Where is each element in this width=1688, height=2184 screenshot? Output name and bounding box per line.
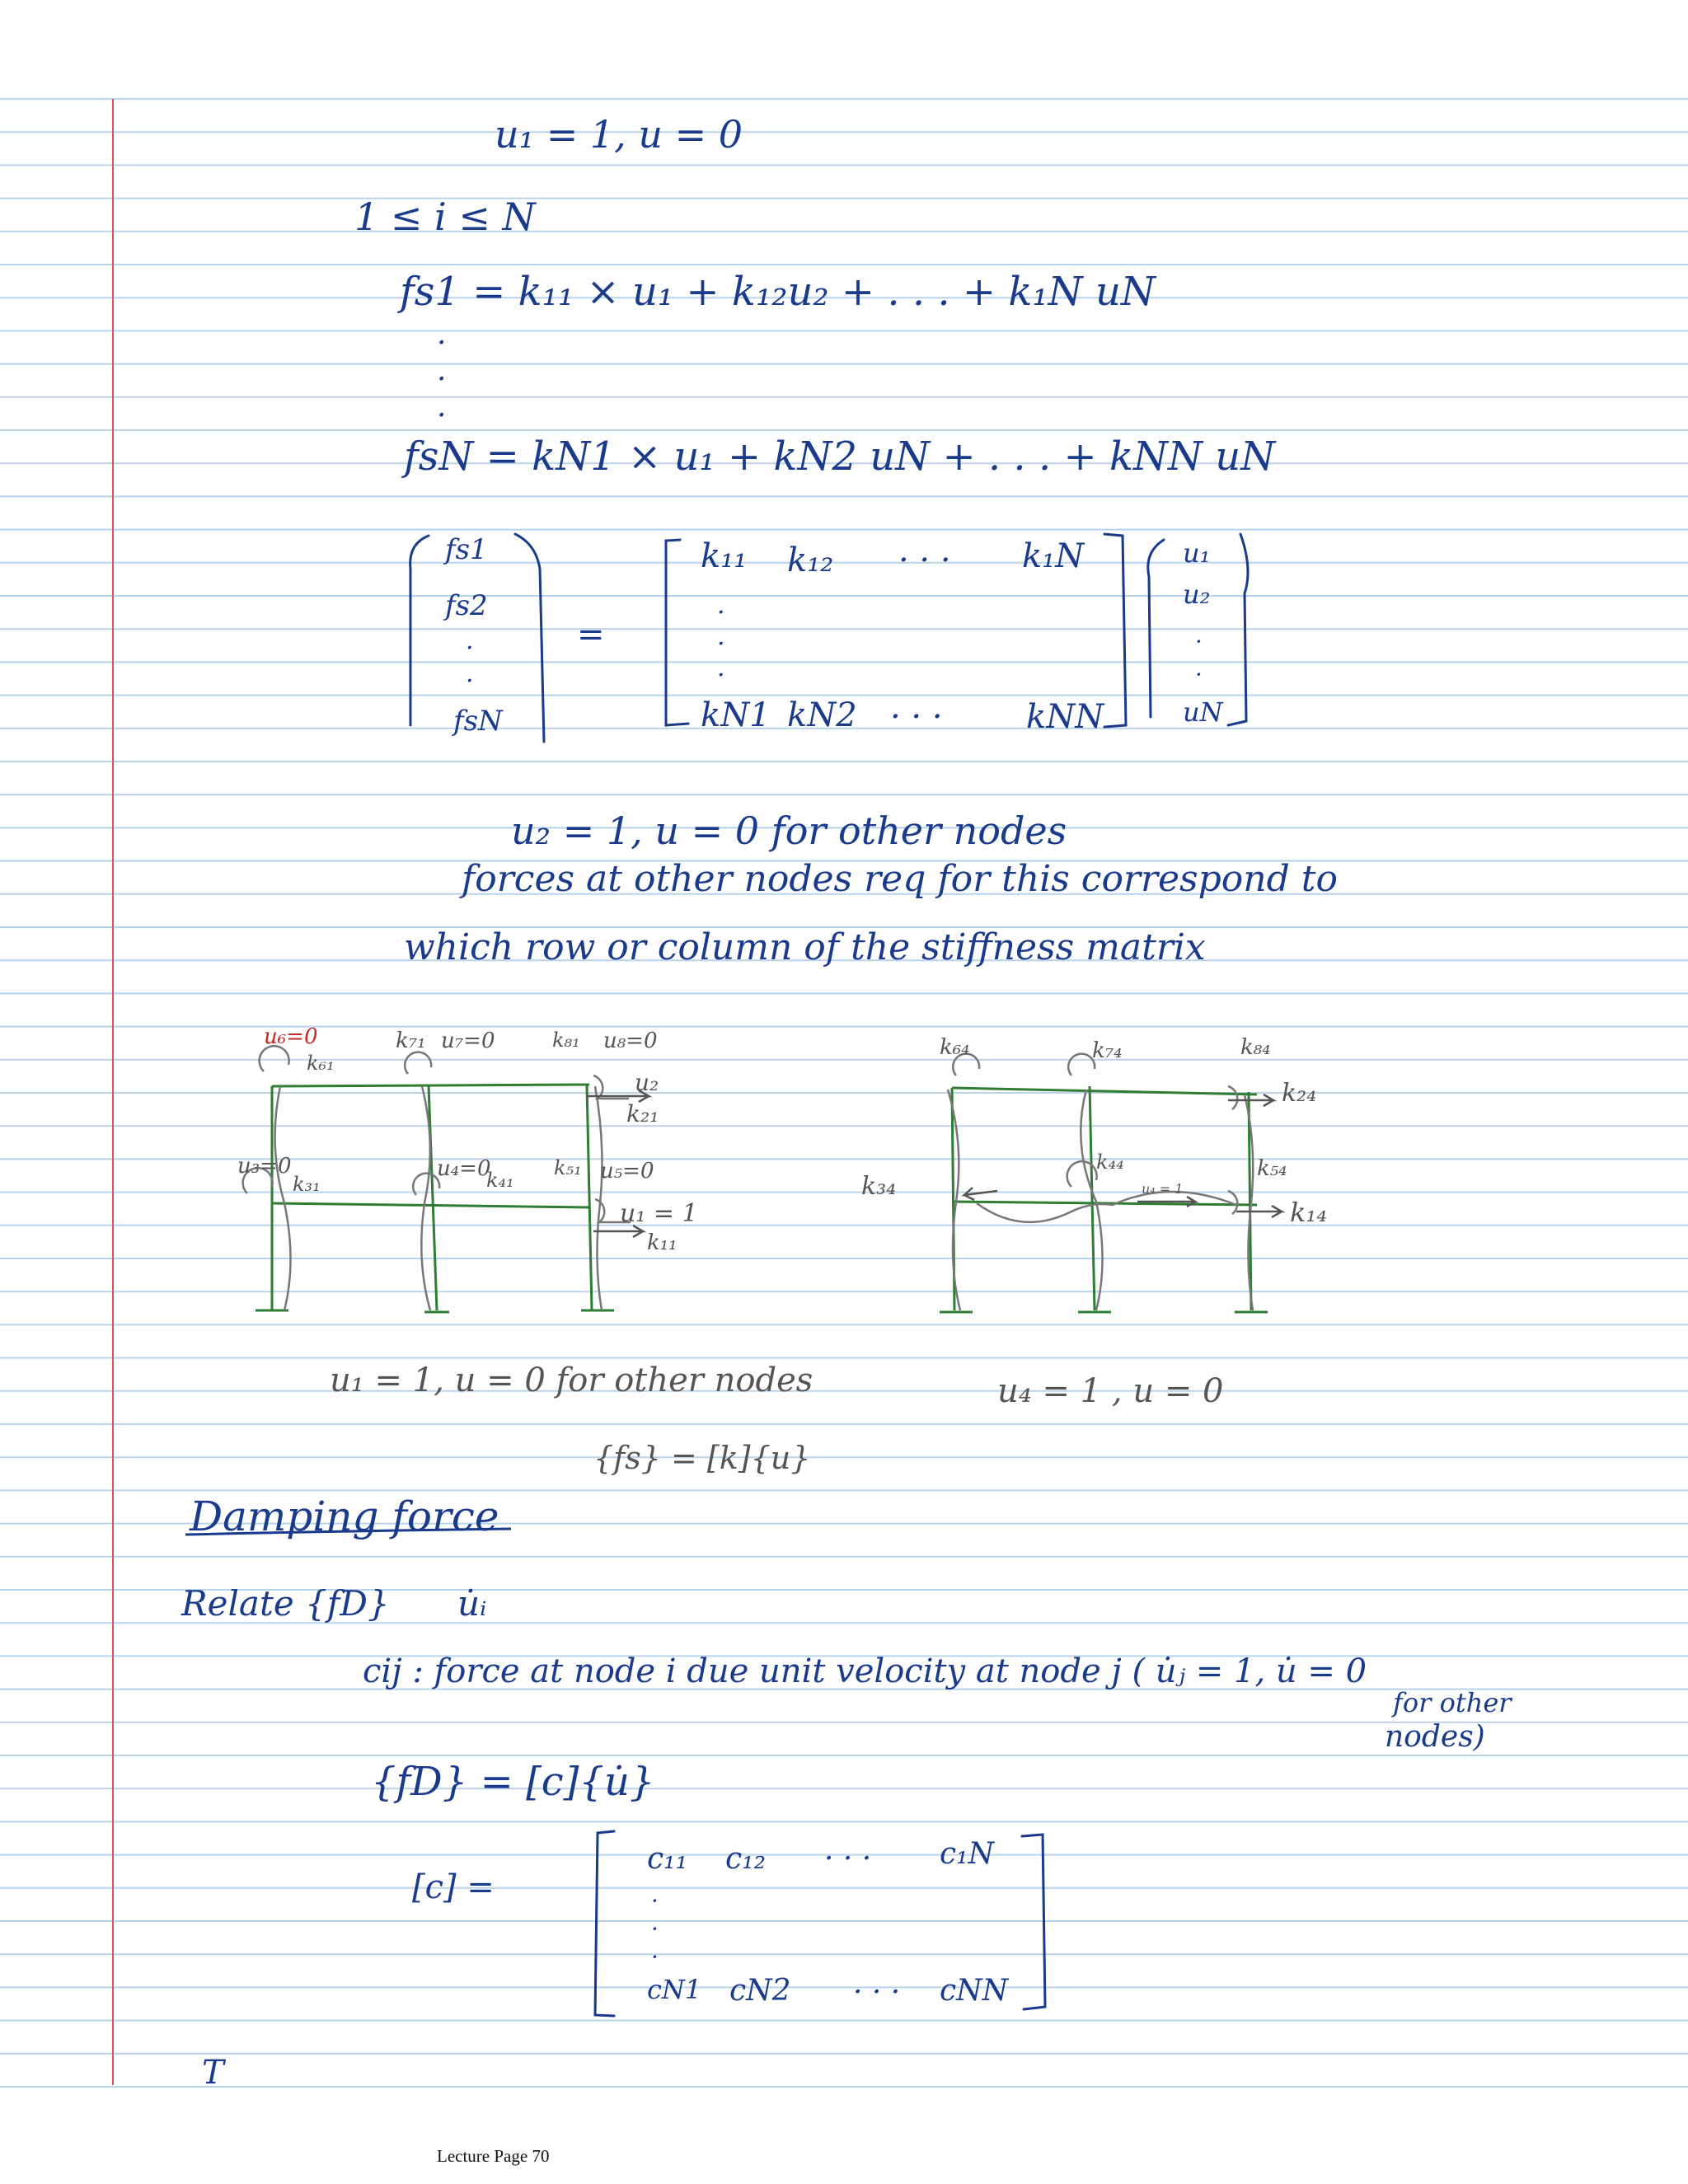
k12-entry: k₁₂ [787, 541, 834, 579]
line-forces-other-nodes: forces at other nodes req for this correspond to [462, 858, 1338, 900]
line-index-range: 1 ≤ i ≤ N [354, 194, 536, 239]
c-row1-dots: · · · [824, 1842, 872, 1876]
label-k24: k₂₄ [1282, 1079, 1317, 1108]
label-k44: k₄₄ [1096, 1151, 1124, 1174]
velocity-term: u̇ᵢ [457, 1583, 487, 1624]
c-column-dots: · · · [651, 1887, 659, 1971]
u-dot: · [1195, 628, 1203, 655]
label-k64: k₆₄ [940, 1035, 970, 1060]
cNN-entry: cNN [940, 1974, 1009, 2008]
line-cij-cont1: for other [1393, 1687, 1512, 1718]
label-u1: u₁ = 1 [620, 1199, 698, 1228]
label-k14: k₁₄ [1290, 1197, 1328, 1228]
u2-entry: u₂ [1183, 579, 1211, 610]
line-fsN-equation: fsN = kN1 × u₁ + kN2 uN + . . . + kNN uN [404, 434, 1276, 480]
fs1-entry: fs1 [445, 533, 488, 566]
label-u8: u₈=0 [603, 1029, 658, 1053]
label-u6: u₆=0 [264, 1024, 318, 1049]
label-u4-unit: u₄ = 1 [1142, 1181, 1184, 1197]
label-u3: u₃=0 [237, 1154, 292, 1179]
label-k31: k₃₁ [293, 1173, 321, 1196]
fs-dot: · [466, 667, 474, 696]
label-k21: k₂₁ [626, 1100, 659, 1127]
stray-mark: T [202, 2054, 224, 2092]
label-k11: k₁₁ [647, 1230, 678, 1255]
label-u4: u₄=0 [437, 1156, 491, 1181]
label-k34: k₃₄ [861, 1172, 897, 1201]
row1-dots: · · · [898, 541, 951, 579]
damping-force-heading: Damping force [190, 1493, 499, 1540]
page-footer: Lecture Page 70 [437, 2146, 550, 2166]
cN1-entry: cN1 [647, 1974, 702, 2005]
label-k41: k₄₁ [486, 1169, 514, 1192]
label-k61: k₆₁ [307, 1052, 335, 1075]
label-k51: k₅₁ [554, 1156, 582, 1179]
c11-entry: c₁₁ [647, 1842, 688, 1876]
u1-entry: u₁ [1183, 537, 1211, 569]
c1N-entry: c₁N [940, 1837, 995, 1871]
line-u2-condition: u₂ = 1, u = 0 for other nodes [511, 808, 1067, 853]
label-k84: k₈₄ [1240, 1035, 1271, 1060]
line-row-or-column: which row or column of the stiffness matrix [404, 926, 1206, 968]
c-rowN-dots: · · · [853, 1975, 901, 2009]
caption-left: u₁ = 1, u = 0 for other nodes [330, 1361, 814, 1399]
label-k81: k₈₁ [552, 1029, 580, 1052]
vertical-dots: · · · [437, 326, 447, 433]
label-u2: u₂ [635, 1069, 659, 1096]
fs2-entry: fs2 [445, 589, 488, 622]
column-dots: · · · [717, 598, 725, 690]
rowN-dots: · · · [890, 698, 943, 736]
k11-entry: k₁₁ [701, 537, 748, 575]
line-u1-condition: u₁ = 1, u = 0 [495, 112, 743, 157]
label-u7: u₇=0 [441, 1029, 495, 1053]
stiffness-relation: {fs} = [k]{u} [593, 1440, 811, 1476]
fs-dot: · [466, 634, 474, 663]
u-dot: · [1195, 661, 1203, 688]
cN2-entry: cN2 [729, 1974, 791, 2008]
line-cij-definition: cij : force at node i due unit velocity at node j ( u̇ⱼ = 1, u̇ = 0 [363, 1652, 1367, 1690]
line-fs1-equation: fs1 = k₁₁ × u₁ + k₁₂u₂ + . . . + k₁N uN [400, 269, 1156, 315]
kN2-entry: kN2 [787, 696, 857, 734]
line-cij-cont2: nodes) [1385, 1720, 1485, 1754]
label-k54: k₅₄ [1257, 1156, 1287, 1181]
k1N-entry: k₁N [1022, 537, 1085, 575]
kN1-entry: kN1 [701, 696, 771, 734]
kNN-entry: kNN [1026, 698, 1104, 736]
caption-right: u₄ = 1 , u = 0 [997, 1372, 1224, 1410]
line-damping-relation: {fD} = [c]{u̇} [371, 1759, 655, 1805]
c12-entry: c₁₂ [725, 1842, 767, 1876]
equals-sign: = [577, 616, 605, 654]
label-k74: k₇₄ [1092, 1038, 1123, 1063]
fsN-entry: fsN [453, 705, 503, 738]
label-k71: k₇₁ [396, 1029, 426, 1053]
line-relate-fd: Relate {fD} [181, 1583, 390, 1624]
label-u5: u₅=0 [600, 1159, 654, 1183]
c-matrix-label: [c] = [412, 1868, 495, 1906]
uN-entry: uN [1183, 696, 1223, 728]
